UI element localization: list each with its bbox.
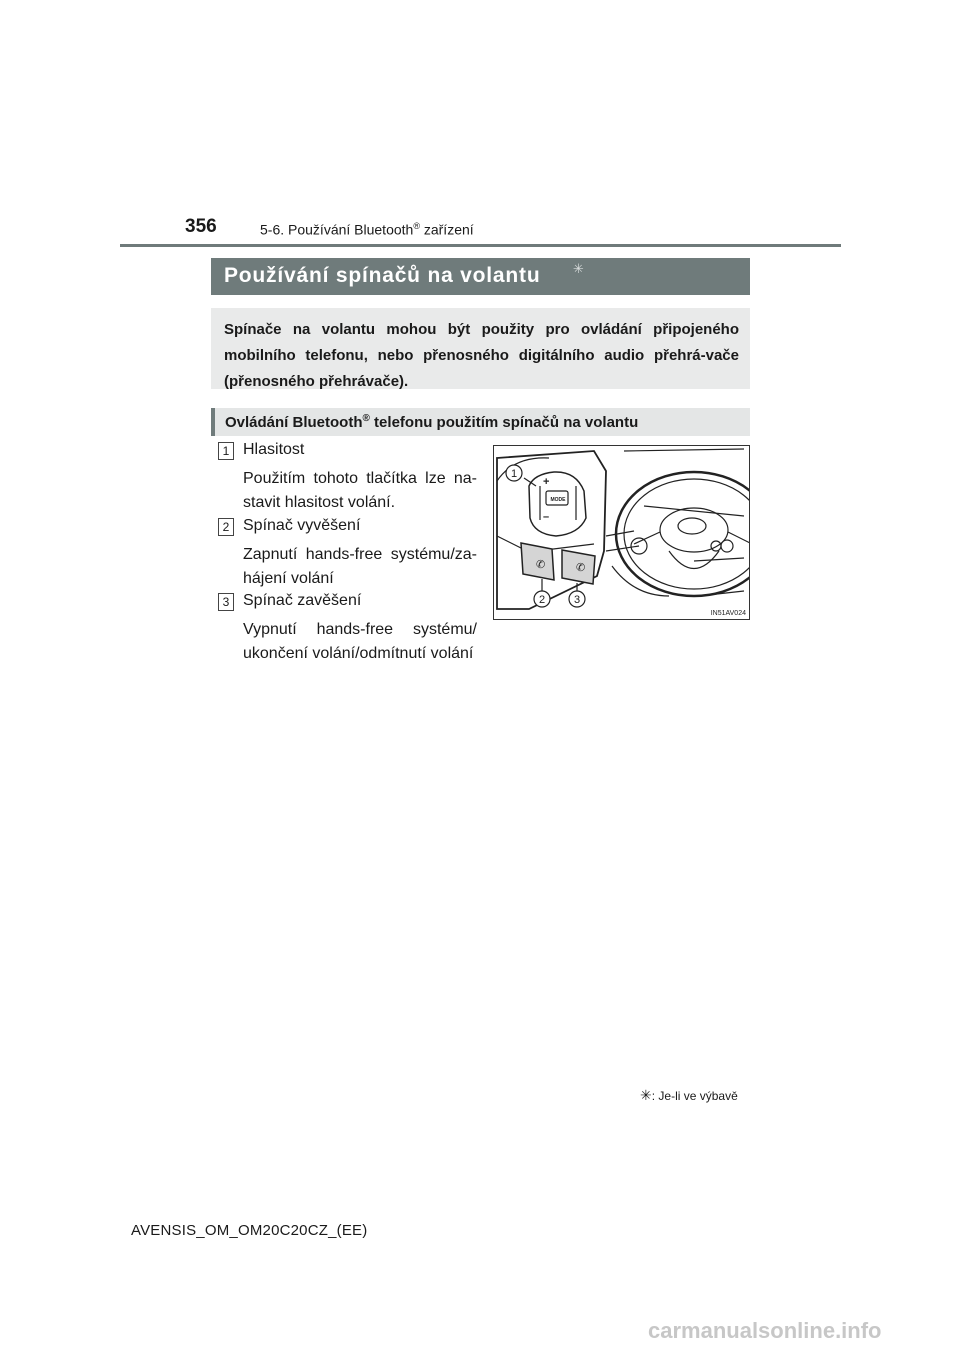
item-description bbox=[243, 467, 477, 515]
optional-equipment-star-icon: ✳ bbox=[573, 261, 584, 276]
item-number-box: 2 bbox=[218, 518, 234, 536]
running-head-suffix: zařízení bbox=[419, 221, 474, 238]
item-number-box: 3 bbox=[218, 593, 234, 611]
item-description-line: Použitím tohoto tlačítka lze na- bbox=[243, 470, 477, 487]
item-description-line: hájení volání bbox=[243, 570, 334, 587]
item-label: Spínač vyvěšení bbox=[243, 517, 361, 534]
figure-callout-3: 3 bbox=[573, 594, 581, 606]
item-description bbox=[243, 543, 477, 591]
footnote-text: : Je-li ve výbavě bbox=[651, 1089, 738, 1103]
figure-code: IN51AV024 bbox=[710, 610, 746, 617]
on-hook-phone-icon: ✆ bbox=[576, 562, 586, 574]
section-title: Používání spínačů na volantu bbox=[224, 264, 541, 287]
header-rule bbox=[120, 244, 841, 247]
intro-text: Spínače na volantu mohou být použity pro ovládání připojeného mobilního telefonu, nebo přenosného digitálního audio přehrá-vače (přenosného přehrávače). bbox=[224, 321, 739, 390]
running-head-prefix: 5-6. Používání Bluetooth bbox=[260, 221, 414, 238]
footnote-star-icon: ✳ bbox=[640, 1087, 652, 1103]
section-heading-bar bbox=[211, 258, 750, 295]
registered-mark: ® bbox=[413, 221, 420, 231]
item-description-line: stavit hlasitost volání. bbox=[243, 494, 396, 511]
item-label: Spínač zavěšení bbox=[243, 592, 362, 609]
figure-callout-1: 1 bbox=[510, 468, 518, 480]
item-description-line: Vypnutí hands-free systému/ bbox=[243, 621, 477, 638]
item-number-box: 1 bbox=[218, 442, 234, 460]
item-description bbox=[243, 618, 477, 666]
figure-callout-2: 2 bbox=[538, 594, 546, 606]
minus-label: – bbox=[543, 511, 550, 523]
item-description-line: ukončení volání/odmítnutí volání bbox=[243, 645, 474, 662]
subsection-title-suffix: telefonu použitím spínačů na volantu bbox=[369, 414, 639, 431]
item-label: Hlasitost bbox=[243, 441, 305, 458]
off-hook-phone-icon: ✆ bbox=[536, 559, 546, 571]
registered-mark: ® bbox=[362, 413, 370, 424]
intro-box bbox=[211, 308, 750, 389]
item-description-line: Zapnutí hands-free systému/za- bbox=[243, 546, 477, 563]
plus-label: + bbox=[543, 476, 550, 488]
steering-switch-illustration bbox=[493, 445, 750, 620]
page-number: 356 bbox=[185, 216, 217, 237]
watermark: carmanualsonline.info bbox=[648, 1318, 882, 1343]
subsection-title-prefix: Ovládání Bluetooth bbox=[225, 414, 363, 431]
mode-label: MODE bbox=[550, 497, 566, 503]
footnote bbox=[640, 1087, 738, 1104]
steering-switch-drawing bbox=[494, 446, 749, 619]
subsection-title bbox=[225, 413, 638, 431]
subsection-heading-bar bbox=[211, 408, 750, 436]
document-code: AVENSIS_OM_OM20C20CZ_(EE) bbox=[131, 1222, 368, 1239]
running-head bbox=[260, 221, 474, 238]
